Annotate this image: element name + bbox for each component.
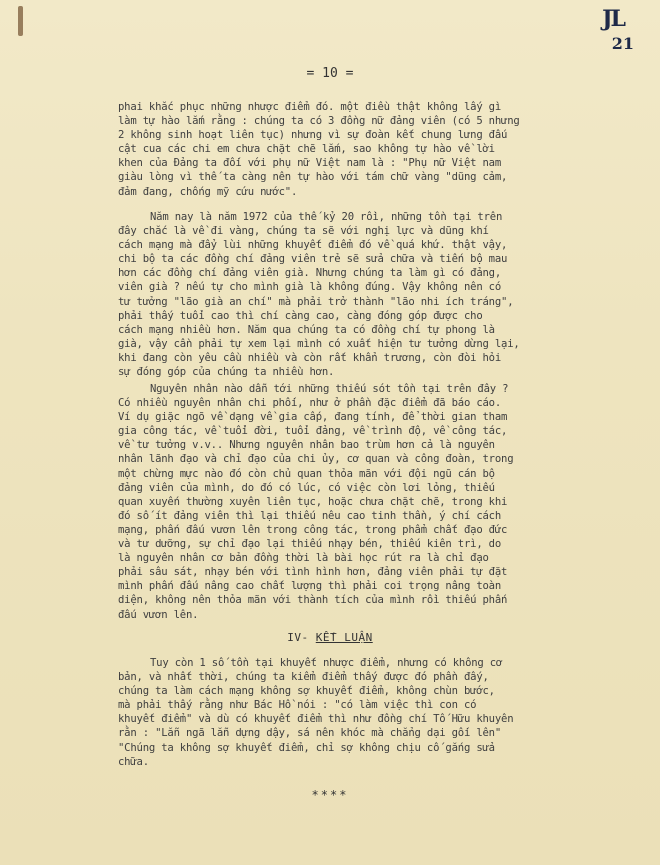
text-line: viên già ? nếu tự cho mình già là không đúng. Vậy không nên có xyxy=(118,281,502,294)
text-line: sự đóng góp của chúng ta nhiều hơn. xyxy=(118,366,335,379)
text-line: Ví dụ giặc ngõ về dạng về gia cấp, đang tính, để thời gian tham xyxy=(118,411,508,424)
text-line: mình phấn đấu nâng cao chất lượng thì phải coi trọng nâng toàn xyxy=(118,580,502,593)
section-heading-prefix: IV- xyxy=(287,631,316,644)
text-line: Có nhiều nguyên nhân chi phối, như ở phần đặc điểm đã báo cáo. xyxy=(118,397,502,410)
text-line: phai khắc phục những nhược điểm đó. một điều thật không lấy gì xyxy=(118,101,502,113)
text-line: khi đang còn yêu cầu nhiều và còn rất khẩn trương, còn đòi hỏi xyxy=(118,351,502,364)
text-line: Năm nay là năm 1972 của thế kỷ 20 rồi, những tồn tại trên xyxy=(150,211,503,223)
text-line: hơn các đồng chí đảng viên già. Nhưng chúng ta làm gì có đảng, xyxy=(118,267,502,280)
text-line: chi bộ ta các đồng chí đảng viên trẻ sẽ sửa chữa và tiến bộ mau xyxy=(118,253,508,266)
text-line: chữa. xyxy=(118,755,149,768)
text-line: cách mạng nhiều hơn. Năm qua chúng ta có đồng chí tự phong là xyxy=(118,323,495,336)
section-heading xyxy=(0,631,660,644)
text-line: nhân lãnh đạo và chỉ đạo của chi ủy, cơ quan và công đoàn, trong xyxy=(118,453,514,466)
text-line: già, vậy cần phải tự xem lại mình có xuất hiện tư tưởng dừng lại, xyxy=(118,337,520,350)
handwritten-corner-mark: JL xyxy=(602,6,624,32)
text-line: 2 không sinh hoạt liên tục) nhưng vì sự đoàn kết chung lưng đấu xyxy=(118,129,508,142)
paragraph-4 xyxy=(118,656,640,769)
text-line: về tư tưởng v.v.. Nhưng nguyên nhân bao trùm hơn cả là nguyên xyxy=(118,439,495,452)
text-line: gia công tác, về tuổi đời, tuổi đảng, về trình độ, về công tác, xyxy=(118,425,508,438)
text-line: khen của Đảng ta đối với phụ nữ Việt nam là : "Phụ nữ Việt nam xyxy=(118,157,502,170)
text-line: diện, không nên thỏa mãn với thành tích của mình rồi thiếu phấn xyxy=(118,594,508,607)
text-line: mạng, phấn đấu vươn lên trong công tác, trong phẩm chất đạo đức xyxy=(118,523,508,536)
text-line: quan xuyến thường xuyên liên tục, hoặc chưa chặt chẽ, trong khi xyxy=(118,495,508,508)
paragraph-2 xyxy=(118,210,640,379)
closing-mark: **** xyxy=(311,788,349,802)
text-line: cách mạng mà đẩy lùi những khuyết điểm đó về quá khứ. thật vậy, xyxy=(118,239,508,252)
text-line: tư tưởng "lão già an chí" mà phải trở thành "lão nhi ích tráng", xyxy=(118,295,514,308)
paragraph-1 xyxy=(118,100,640,199)
text-line: giàu lòng vì thế ta càng nên tự hào với tám chữ vàng "dũng cảm, xyxy=(118,171,508,184)
text-line: và tư dưỡng, sự chỉ đạo lại thiếu nhạy bén, thiếu kiên trì, do xyxy=(118,538,502,551)
text-line: khuyết điểm" và dù có khuyết điểm thì như đồng chí Tố Hữu khuyên xyxy=(118,713,514,726)
handwritten-sheet-number: 21 xyxy=(611,34,634,53)
page-number: = 10 = xyxy=(306,66,354,81)
text-line: chúng ta làm cách mạng không sợ khuyết điểm, không chùn bước, xyxy=(118,685,495,698)
text-line: làm tự hào lắm rằng : chúng ta có 3 đồng nữ đảng viên (có 5 nhưng xyxy=(118,115,520,128)
paragraph-3 xyxy=(118,382,640,622)
text-line: đó số ít đảng viên thì lại thiếu nêu cao tinh thần, ý chí cách xyxy=(118,509,502,522)
text-line: đảm đang, chống mỹ cứu nước". xyxy=(118,185,298,198)
text-line: bản, và nhất thời, chúng ta kiểm điểm thấy được đó phần đấy, xyxy=(118,671,489,684)
text-line: Nguyên nhân nào dẫn tới những thiếu sót tồn tại trên đây ? xyxy=(150,383,509,395)
text-line: "Chúng ta không sợ khuyết điểm, chỉ sợ không chịu cố gắng sửa xyxy=(118,741,495,754)
text-line: phải sâu sát, nhạy bén với tình hình hơn, đảng viên phải tự đặt xyxy=(118,566,508,579)
section-heading-title: KẾT LUẬN xyxy=(315,631,373,644)
text-line: đây chắc là về đi vàng, chúng ta sẽ với nghị lực và dũng khí xyxy=(118,225,489,238)
text-line: đảng viên của mình, do đó có lúc, có việc còn lơi lỏng, thiếu xyxy=(118,481,495,494)
text-line: đấu vươn lên. xyxy=(118,608,199,621)
text-line: là nguyên nhân cơ bản đồng thời là bài học rút ra là chỉ đạo xyxy=(118,552,489,565)
text-line: rằn : "Lẵn ngã lẵn dựng dậy, sá nên khóc mà chẳng dại gối lên" xyxy=(118,727,502,740)
text-line: mà phải thấy rằng như Bác Hồ nói : "có làm việc thì con có xyxy=(118,699,477,712)
text-line: một chừng mực nào đó còn chủ quan thỏa mãn với đội ngũ cán bộ xyxy=(118,467,495,480)
text-line: cật cua các chi em chưa chặt chẽ lắm, sao không tự hào về lời xyxy=(118,143,495,156)
binder-hole-mark xyxy=(18,6,23,36)
text-line: phải thấy tuổi cao thì chí càng cao, càng đóng góp được cho xyxy=(118,309,483,322)
text-line: Tuy còn 1 số tồn tại khuyết nhược điểm, nhưng có không cơ xyxy=(150,657,503,669)
